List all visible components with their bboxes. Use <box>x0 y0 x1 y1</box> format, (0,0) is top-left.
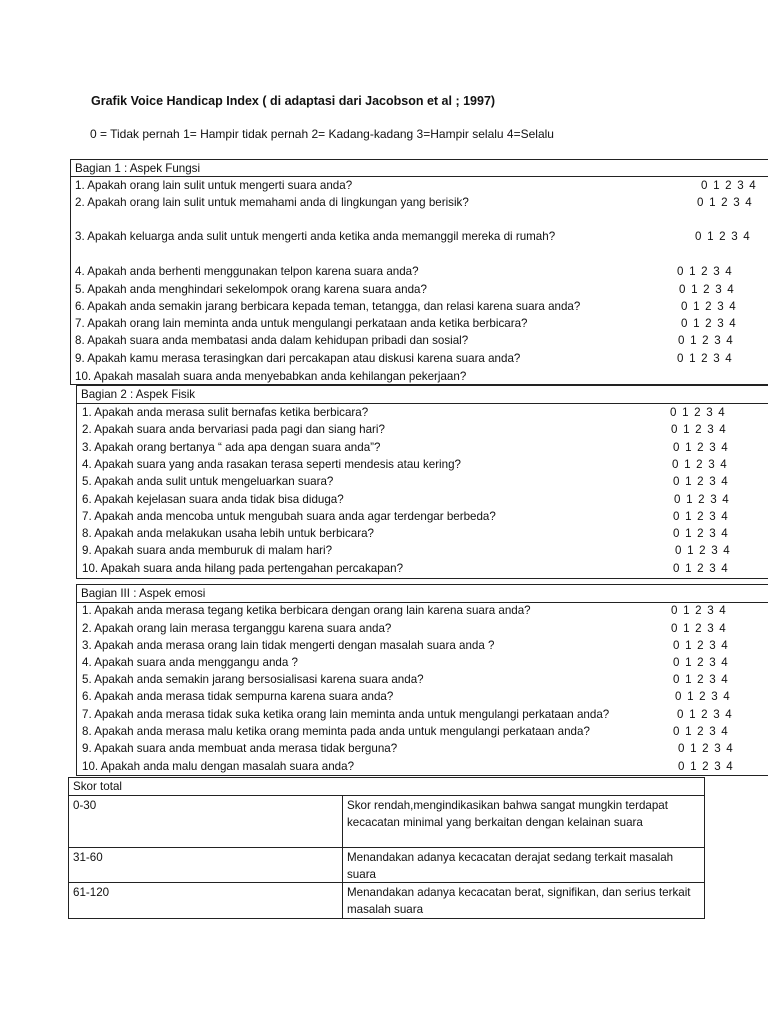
question-text: 8. Apakah suara anda membatasi anda dalam kehidupan pribadi dan sosial? <box>75 334 469 347</box>
question-text: 1. Apakah anda merasa tegang ketika berbicara dengan orang lain karena suara anda? <box>82 604 531 617</box>
question-text: 6. Apakah anda semakin jarang berbicara kepada teman, tetangga, dan relasi karena suara anda? <box>75 300 581 313</box>
question-text: 3. Apakah orang bertanya “ ada apa dengan suara anda”? <box>82 441 381 454</box>
score-description: Skor rendah,mengindikasikan bahwa sangat mungkin terdapat kecacatan minimal yang berkaitan dengan kelainan suara <box>347 799 668 829</box>
question-text: 6. Apakah anda merasa tidak sempurna karena suara anda? <box>82 690 394 703</box>
question-text: 5. Apakah anda menghindari sekelompok orang karena suara anda? <box>75 283 427 296</box>
answer-scale[interactable]: 0 1 2 3 4 <box>674 493 730 506</box>
question-text: 7. Apakah anda merasa tidak suka ketika orang lain meminta anda untuk mengulangi perkataan anda? <box>82 708 610 721</box>
answer-scale[interactable]: 0 1 2 3 4 <box>677 708 733 721</box>
question-text: 4. Apakah anda berhenti menggunakan telpon karena suara anda? <box>75 265 419 278</box>
answer-scale[interactable]: 0 1 2 3 4 <box>673 639 729 652</box>
answer-scale[interactable]: 0 1 2 3 4 <box>673 510 729 523</box>
answer-scale[interactable]: 0 1 2 3 4 <box>671 622 727 635</box>
question-text: 7. Apakah orang lain meminta anda untuk mengulangi perkataan anda ketika berbicara? <box>75 317 528 330</box>
section-3-heading: Bagian III : Aspek emosi <box>81 587 206 600</box>
answer-scale[interactable]: 0 1 2 3 4 <box>673 475 729 488</box>
answer-scale[interactable]: 0 1 2 3 4 <box>673 656 729 669</box>
answer-scale[interactable]: 0 1 2 3 4 <box>675 544 731 557</box>
scale-legend: 0 = Tidak pernah 1= Hampir tidak pernah 2= Kadang-kadang 3=Hampir selalu 4=Selalu <box>90 127 554 141</box>
answer-scale[interactable]: 0 1 2 3 4 <box>672 458 728 471</box>
question-text: 9. Apakah suara anda membuat anda merasa tidak berguna? <box>82 742 398 755</box>
question-text: 10. Apakah suara anda hilang pada pertengahan percakapan? <box>82 562 404 575</box>
score-range: 61-120 <box>73 886 110 899</box>
question-text: 4. Apakah suara anda menggangu anda ? <box>82 656 298 669</box>
score-table-column-divider <box>342 795 343 919</box>
section-1-heading: Bagian 1 : Aspek Fungsi <box>75 162 201 175</box>
score-table-row-divider <box>68 795 705 796</box>
answer-scale[interactable]: 0 1 2 3 4 <box>673 562 729 575</box>
answer-scale[interactable]: 0 1 2 3 4 <box>671 604 727 617</box>
question-text: 2. Apakah orang lain sulit untuk memahami anda di lingkungan yang berisik? <box>75 196 469 209</box>
answer-scale[interactable]: 0 1 2 3 4 <box>673 725 729 738</box>
section-2-heading: Bagian 2 : Aspek Fisik <box>81 388 196 401</box>
answer-scale[interactable]: 0 1 2 3 4 <box>678 334 734 347</box>
question-text: 8. Apakah anda merasa malu ketika orang meminta pada anda untuk mengulangi perkataan anda? <box>82 725 590 738</box>
score-description: Menandakan adanya kecacatan berat, signifikan, dan serius terkait masalah suara <box>347 886 691 916</box>
question-text: 10. Apakah masalah suara anda menyebabkan anda kehilangan pekerjaan? <box>75 370 467 383</box>
answer-scale[interactable]: 0 1 2 3 4 <box>673 441 729 454</box>
question-text: 2. Apakah suara anda bervariasi pada pagi dan siang hari? <box>82 423 385 436</box>
question-text: 9. Apakah kamu merasa terasingkan dari percakapan atau diskusi karena suara anda? <box>75 352 521 365</box>
question-text: 5. Apakah anda sulit untuk mengeluarkan suara? <box>82 475 334 488</box>
answer-scale[interactable]: 0 1 2 3 4 <box>679 283 735 296</box>
answer-scale[interactable]: 0 1 2 3 4 <box>677 265 733 278</box>
score-description: Menandakan adanya kecacatan derajat sedang terkait masalah suara <box>347 851 674 881</box>
answer-scale[interactable]: 0 1 2 3 4 <box>681 317 737 330</box>
page-title: Grafik Voice Handicap Index ( di adaptasi dari Jacobson et al ; 1997) <box>91 94 496 108</box>
score-range: 0-30 <box>73 799 97 812</box>
question-text: 1. Apakah anda merasa sulit bernafas ketika berbicara? <box>82 406 369 419</box>
answer-scale[interactable]: 0 1 2 3 4 <box>678 742 734 755</box>
question-text: 5. Apakah anda semakin jarang bersosialisasi karena suara anda? <box>82 673 424 686</box>
question-text: 6. Apakah kejelasan suara anda tidak bisa diduga? <box>82 493 344 506</box>
answer-scale[interactable]: 0 1 2 3 4 <box>678 760 734 773</box>
answer-scale[interactable]: 0 1 2 3 4 <box>697 196 753 209</box>
question-text: 10. Apakah anda malu dengan masalah suara anda? <box>82 760 355 773</box>
answer-scale[interactable]: 0 1 2 3 4 <box>675 690 731 703</box>
answer-scale[interactable]: 0 1 2 3 4 <box>695 230 751 243</box>
answer-scale[interactable]: 0 1 2 3 4 <box>670 406 726 419</box>
answer-scale[interactable]: 0 1 2 3 4 <box>673 673 729 686</box>
answer-scale[interactable]: 0 1 2 3 4 <box>701 179 757 192</box>
score-table-heading: Skor total <box>73 780 122 793</box>
question-text: 3. Apakah keluarga anda sulit untuk mengerti anda ketika anda memanggil mereka di rumah? <box>75 230 556 243</box>
answer-scale[interactable]: 0 1 2 3 4 <box>671 423 727 436</box>
question-text: 2. Apakah orang lain merasa terganggu karena suara anda? <box>82 622 392 635</box>
question-text: 4. Apakah suara yang anda rasakan terasa seperti mendesis atau kering? <box>82 458 461 471</box>
question-text: 1. Apakah orang lain sulit untuk mengerti suara anda? <box>75 179 353 192</box>
answer-scale[interactable]: 0 1 2 3 4 <box>681 300 737 313</box>
answer-scale[interactable]: 0 1 2 3 4 <box>673 527 729 540</box>
answer-scale[interactable]: 0 1 2 3 4 <box>677 352 733 365</box>
question-text: 3. Apakah anda merasa orang lain tidak mengerti dengan masalah suara anda ? <box>82 639 495 652</box>
score-table-row-divider <box>68 847 705 848</box>
score-range: 31-60 <box>73 851 103 864</box>
question-text: 9. Apakah suara anda memburuk di malam hari? <box>82 544 333 557</box>
question-text: 7. Apakah anda mencoba untuk mengubah suara anda agar terdengar berbeda? <box>82 510 496 523</box>
question-text: 8. Apakah anda melakukan usaha lebih untuk berbicara? <box>82 527 374 540</box>
